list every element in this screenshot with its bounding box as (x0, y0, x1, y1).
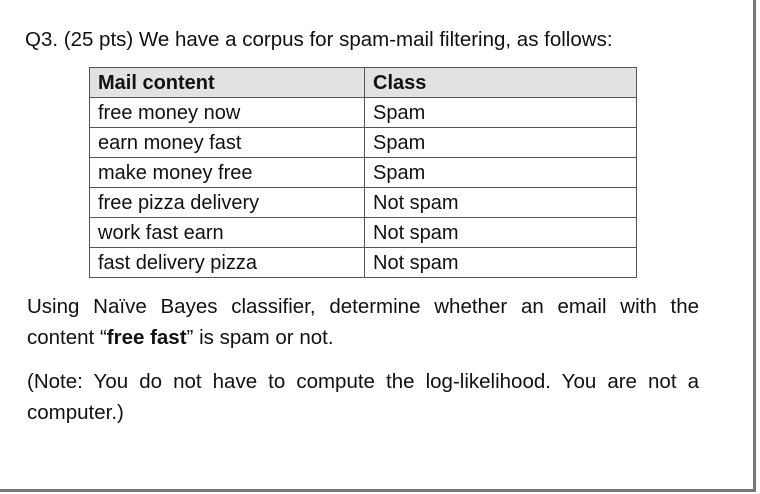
class-cell: Spam (365, 158, 637, 188)
email-content-bold: free fast (106, 326, 187, 349)
mail-content-cell: work fast earn (90, 218, 365, 248)
table-row (90, 158, 637, 188)
class-cell: Not spam (365, 248, 637, 278)
table-row (90, 98, 637, 128)
class-cell: Not spam (365, 188, 637, 218)
note-paragraph: (Note: You do not have to compute the log-likelihood. You are not a computer.) (27, 370, 699, 424)
instruction-text-end: ” is spam or not. (186, 326, 334, 349)
question-title: Q3. (25 pts) We have a corpus for spam-mail filtering, as follows: (25, 28, 613, 51)
table-row (90, 218, 637, 248)
mail-content-cell: earn money fast (90, 128, 365, 158)
header-mail-content: Mail content (90, 68, 365, 98)
table-row (90, 248, 637, 278)
mail-content-cell: fast delivery pizza (90, 248, 365, 278)
instruction-paragraph (27, 291, 699, 353)
instruction-text-start: Using Naïve Bayes classifier, determine whether an email with the content “ (27, 295, 699, 349)
corpus-table (89, 67, 637, 278)
mail-content-cell: free pizza delivery (90, 188, 365, 218)
class-cell: Not spam (365, 218, 637, 248)
table-row (90, 188, 637, 218)
mail-content-cell: make money free (90, 158, 365, 188)
class-cell: Spam (365, 98, 637, 128)
mail-content-cell: free money now (90, 98, 365, 128)
table-header-row (90, 68, 637, 98)
header-class: Class (365, 68, 637, 98)
class-cell: Spam (365, 128, 637, 158)
table-row (90, 128, 637, 158)
